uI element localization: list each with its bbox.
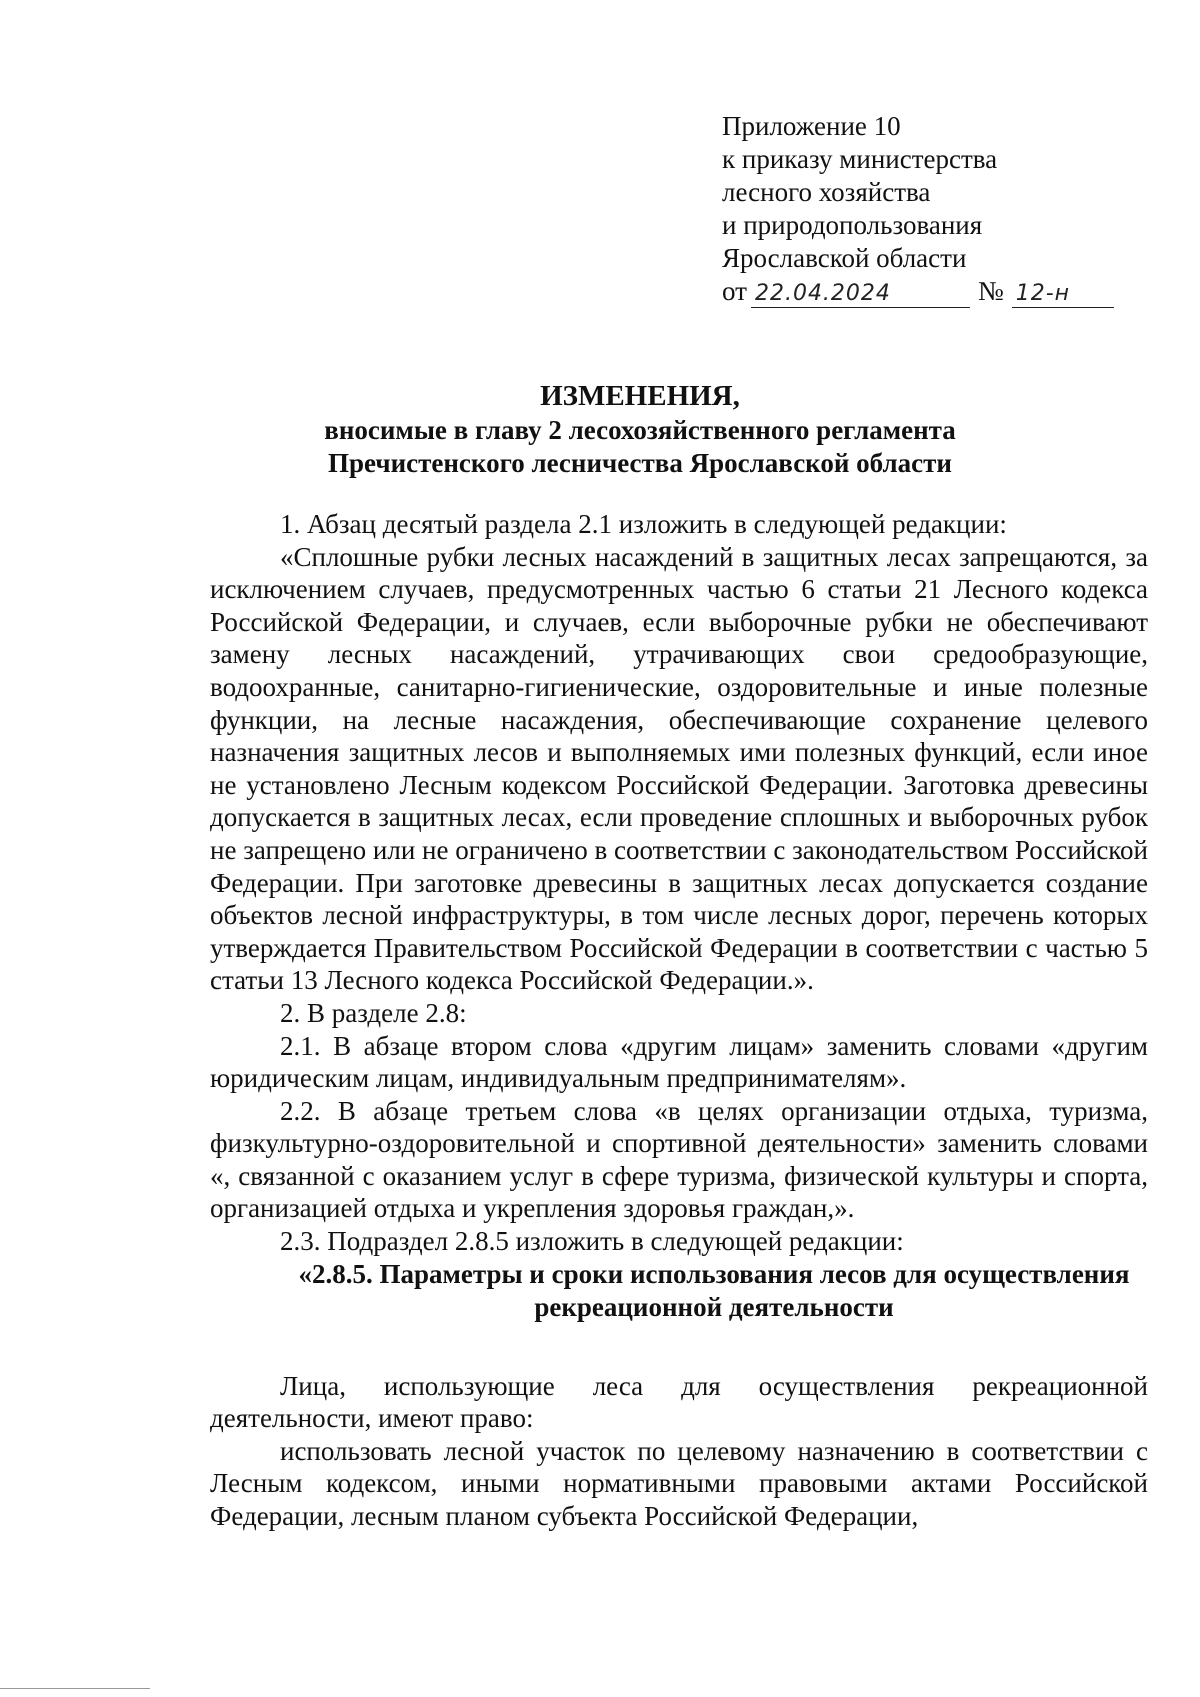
document-title-block <box>200 378 1080 480</box>
paragraph-5: 2.2. В абзаце третьем слова «в целях организации отдыха, туризма, физкультурно-оздоровительной и спортивной деятельности» заменить словами «, связанной с оказанием услуг в сфере туризма, физической культуры и спорта, организацией отдыха и укрепления здоровья граждан,». <box>210 1095 1148 1224</box>
spacer <box>210 1324 1148 1370</box>
document-subtitle-line-2: Пречистенского лесничества Ярославской области <box>328 448 952 478</box>
appendix-line-5: Ярославской области <box>722 243 967 273</box>
subsection-heading-line-1: «2.8.5. Параметры и сроки использования лесов для осуществления <box>298 1258 1130 1289</box>
paragraph-4: 2.1. В абзаце втором слова «другим лицам» заменить словами «другим юридическим лицам, индивидуальным предпринимателям». <box>210 1030 1148 1094</box>
paragraph-3: 2. В разделе 2.8: <box>280 997 467 1028</box>
appendix-line-4: и природопользования <box>722 210 983 240</box>
subsection-heading-line-2: рекреационной деятельности <box>534 1291 894 1322</box>
paragraph-1: 1. Абзац десятый раздела 2.1 изложить в следующей редакции: <box>280 509 1007 539</box>
paragraph-8: использовать лесной участок по целевому назначению в соответствии с Лесным кодексом, иными нормативными правовыми актами Российской Федерации, лесным планом субъекта Российской Федерации, <box>210 1435 1148 1532</box>
document-subtitle-line-1: вносимые в главу 2 лесохозяйственного регламента <box>324 415 956 445</box>
appendix-block <box>722 110 1122 308</box>
subsection-heading <box>210 1258 1148 1324</box>
footer-rule <box>0 1688 150 1689</box>
document-body <box>210 508 1148 1533</box>
appendix-line-2: к приказу министерства <box>722 144 998 174</box>
paragraph-2: «Сплошные рубки лесных насаждений в защитных лесах запрещаются, за исключением случаев, предусмотренных частью 6 статьи 21 Лесного кодекса Российской Федерации, и случаев, если выборочные рубки не обеспечивают замену лесных насаждений, утрачивающих свои средообразующие, водоохранные, санитарно-гигиенические, оздоровительные и иные полезные функции, на лесные насаждения, обеспечивающие сохранение целевого назначения защитных лесов и выполняемых ими полезных функций, если иное не установлено Лесным кодексом Российской Федерации. Заготовка древесины допускается в защитных лесах, если проведение сплошных и выборочных рубок не запрещено или не ограничено в соответствии с законодательством Российской Федерации. При заготовке древесины в защитных лесах допускается создание объектов лесной инфраструктуры, в том числе лесных дорог, перечень которых утверждается Правительством Российской Федерации в соответствии с частью 5 статьи 13 Лесного кодекса Российской Федерации.». <box>210 541 1148 996</box>
order-date-number-line <box>722 275 1122 308</box>
appendix-line-1: Приложение 10 <box>722 111 901 141</box>
paragraph-7: Лица, использующие леса для осуществления рекреационной деятельности, имеют право: <box>210 1370 1148 1434</box>
paragraph-6: 2.3. Подраздел 2.8.5 изложить в следующей редакции: <box>280 1226 904 1257</box>
handwritten-order-number: 12-н <box>1012 281 1114 308</box>
number-sign: № <box>977 276 1004 306</box>
document-title: ИЗМЕНЕНИЯ, <box>540 380 740 412</box>
date-prefix: от <box>722 276 747 306</box>
handwritten-date: 22.04.2024 <box>751 281 970 308</box>
appendix-line-3: лесного хозяйства <box>722 177 931 207</box>
